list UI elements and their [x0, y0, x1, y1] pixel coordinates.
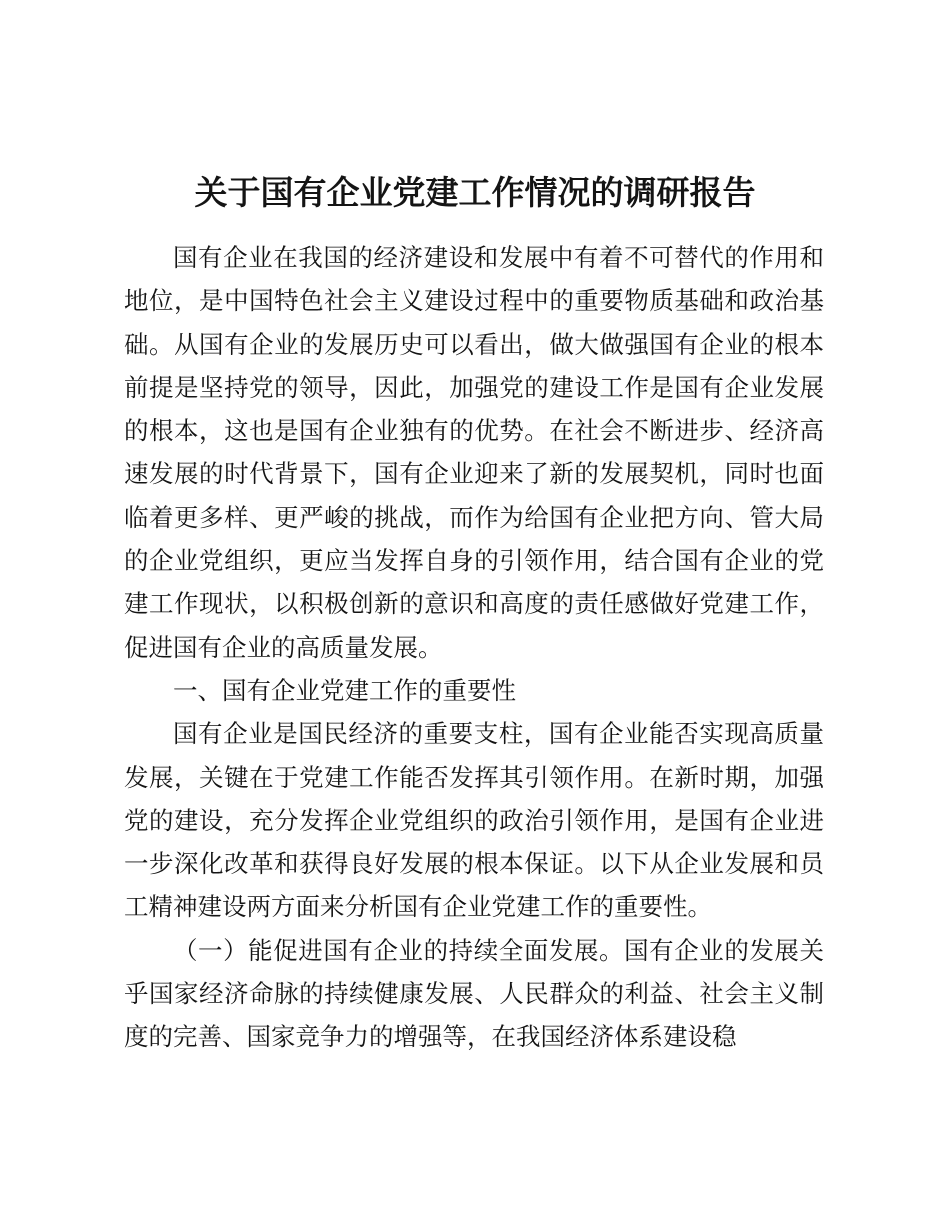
paragraph-subsection-1: （一）能促进国有企业的持续全面发展。国有企业的发展关乎国家经济命脉的持续健康发展、人民群众的利益、社会主义制度的完善、国家竞争力的增强等，在我国经济体系建设稳 — [124, 935, 824, 1052]
section-heading-1: 一、国有企业党建工作的重要性 — [173, 675, 516, 705]
document-title: 关于国有企业党建工作情况的调研报告 — [194, 173, 756, 212]
document-body — [124, 236, 824, 1059]
paragraph-section-1: 国有企业是国民经济的重要支柱，国有企业能否实现高质量发展，关键在于党建工作能否发挥其引领作用。在新时期，加强党的建设，充分发挥企业党组织的政治引领作用，是国有企业进一步深化改革和获得良好发展的根本保证。以下从企业发展和员工精神建设两方面来分析国有企业党建工作的重要性。 — [124, 719, 824, 922]
paragraph-intro: 国有企业在我国的经济建设和发展中有着不可替代的作用和地位，是中国特色社会主义建设过程中的重要物质基础和政治基础。从国有企业的发展历史可以看出，做大做强国有企业的根本前提是坚持党的领导，因此，加强党的建设工作是国有企业发展的根本，这也是国有企业独有的优势。在社会不断进步、经济高速发展的时代背景下，国有企业迎来了新的发展契机，同时也面临着更多样、更严峻的挑战，而作为给国有企业把方向、管大局的企业党组织，更应当发挥自身的引领作用，结合国有企业的党建工作现状，以积极创新的意识和高度的责任感做好党建工作，促进国有企业的高质量发展。 — [124, 243, 824, 662]
